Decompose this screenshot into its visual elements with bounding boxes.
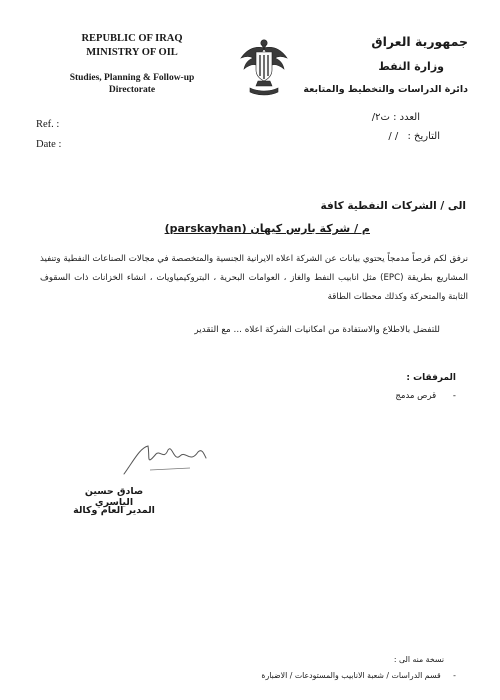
header-en [52, 32, 212, 96]
ref-label: Ref. : [36, 119, 60, 130]
addressee-to: الى / الشركات النفطية كافة [320, 200, 466, 212]
copy-to-item [261, 671, 456, 680]
date-label-ar [388, 131, 440, 142]
copy-to-text: قسم الدراسات / شعبة الانابيب والمستودعات / الاضبارة [261, 671, 441, 680]
header-en-country: REPUBLIC OF IRAQ [81, 33, 183, 44]
handwritten-signature [120, 440, 210, 480]
ref-label-ar: العدد : ت٢/ [371, 112, 420, 123]
attachment-text: قرص مدمج [395, 391, 437, 401]
copy-to-label: نسخة منه الى : [393, 655, 444, 664]
attachment-item [395, 391, 456, 401]
subject-line: م / شركة بارس كيهان (parskayhan) [164, 222, 370, 235]
signatory-title: المدير العام وكالة [73, 505, 155, 516]
header-ar-ministry: وزارة النفط [378, 60, 444, 73]
body-paragraph-1: نرفق لكم قرصاً مدمجاً يحتوي بيانات عن الشركة اعلاه الايرانية الجنسية والمتخصصة في مجالات الصناعات النفطية وتنفيذ المشاريع بطريقة (EPC) مثل انابيب النفط والغاز ، العوامات البحرية ، البتروكيمياويات ، انشاء الخزانات ذات السقوف الثابتة والمتحركة وكذلك محطات الطاقة [40, 254, 468, 302]
header-en-ministry: MINISTRY OF OIL [86, 47, 178, 58]
header-ar-directorate: دائرة الدراسات والتخطيط والمتابعة [303, 84, 468, 95]
attachment-bullet: - [452, 391, 456, 401]
date-label-ar-text: التاريخ : [407, 131, 440, 142]
attachments-label: المرفقات : [406, 373, 456, 383]
header-en-directorate-line1: Studies, Planning & Follow-up [69, 73, 195, 83]
date-value-ar: / / [388, 131, 399, 142]
date-label: Date : [36, 139, 62, 150]
iraq-emblem-icon [238, 36, 290, 98]
signatory-name: صادق حسين الياسري [84, 486, 144, 508]
copy-to-bullet: - [453, 671, 456, 680]
body-paragraph-2: للتفضل بالاطلاع والاستفادة من امكانيات الشركة اعلاه ... مع التقدير [194, 325, 440, 335]
header-ar-country: جمهورية العراق [371, 34, 468, 49]
header-en-directorate-line2: Directorate [108, 85, 156, 95]
